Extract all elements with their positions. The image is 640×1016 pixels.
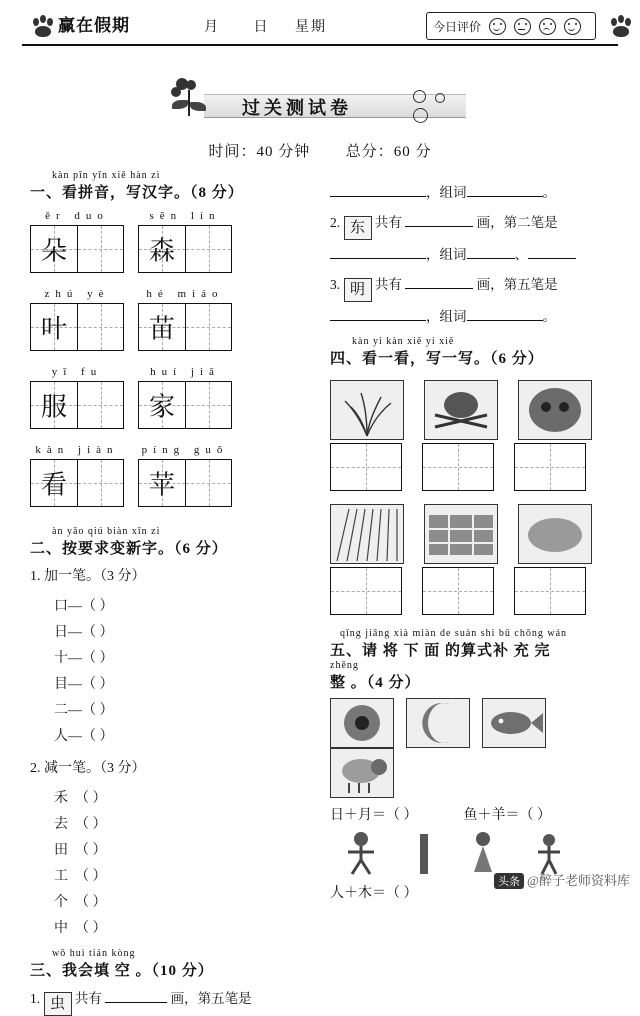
word-item: [30, 444, 124, 512]
tianzige-grid[interactable]: [138, 303, 232, 351]
section-four-pinyin: kàn yi kàn xiě yi xiě: [352, 336, 455, 347]
brand-label: 赢在假期: [58, 16, 130, 35]
char-image-dong: 东: [344, 216, 372, 240]
picture-row-3: [330, 698, 620, 798]
item-text: 画，第二笔是: [476, 215, 558, 230]
answer-blank[interactable]: [105, 987, 167, 1003]
word-item: [30, 366, 124, 434]
item-text: 画，第五笔是: [476, 277, 558, 292]
item-number: 2.: [330, 215, 341, 230]
item-number: 3.: [330, 277, 341, 292]
neutral-face-icon[interactable]: [514, 18, 531, 35]
grid-char: 朵: [40, 236, 67, 266]
stroke-item[interactable]: 中 （ ）: [54, 921, 107, 936]
word-pinyin: píng guǒ: [141, 444, 229, 456]
answer-blank[interactable]: [405, 273, 473, 289]
word-item: [138, 288, 232, 356]
fill-item-3: [330, 270, 620, 302]
fill-item-1: [30, 984, 320, 1016]
answer-blank[interactable]: [467, 243, 515, 259]
paper-title: [168, 92, 468, 118]
word-pinyin: zhú yè: [44, 288, 110, 300]
tree-icon: [404, 830, 444, 876]
exam-time: 时间：40 分钟: [208, 144, 311, 160]
answer-grid-row-2: [330, 567, 620, 620]
tianzige-grid[interactable]: [138, 381, 232, 429]
moon-icon: [406, 698, 470, 748]
evaluation-box: [426, 12, 596, 40]
grid-cell: [77, 226, 123, 272]
answer-box[interactable]: [514, 567, 586, 615]
word-item: [30, 288, 124, 356]
bamboo-icon: [330, 504, 404, 564]
fill-item-3-cont: [330, 302, 620, 332]
left-column: [30, 170, 320, 1016]
section-four-heading: 四、看一看，写一写。: [330, 351, 491, 367]
word-pinyin: hé miáo: [146, 288, 224, 300]
grid-char: 服: [40, 392, 67, 422]
smile-face-icon[interactable]: [489, 18, 506, 35]
grid-cell: [31, 304, 77, 350]
stroke-item[interactable]: 口—（ ）: [54, 599, 114, 614]
answer-box[interactable]: [422, 567, 494, 615]
date-weekday-label: 星期: [295, 20, 327, 35]
answer-blank[interactable]: [467, 305, 543, 321]
grid-char: 叶: [40, 314, 67, 344]
fill-item-1-cont: [330, 178, 620, 208]
word-pinyin: kàn jiàn: [35, 444, 119, 456]
tianzige-grid[interactable]: [138, 459, 232, 507]
evaluation-label: 今日评价: [433, 20, 482, 34]
stone2-icon: [518, 504, 592, 564]
tianzige-grid[interactable]: [30, 381, 124, 429]
item-number: 1.: [30, 991, 41, 1006]
sub2-label: 2. 减一笔。: [30, 761, 100, 776]
item-text: 共有: [374, 215, 402, 230]
equation-row-1: [330, 804, 620, 824]
section-five-heading2: 整 。: [330, 675, 367, 691]
grid-cell: [185, 460, 231, 506]
stroke-pair-row: [30, 698, 320, 750]
stroke-item[interactable]: 目—（ ）: [54, 677, 114, 692]
stroke-pair-row: [30, 594, 320, 646]
word-pinyin: yī fu: [51, 366, 103, 378]
equation[interactable]: 日＋月＝（ ）: [330, 808, 418, 823]
answer-blank[interactable]: [330, 305, 426, 321]
grid-cell: [31, 226, 77, 272]
section-one-title: [30, 181, 320, 202]
grid-cell: [77, 304, 123, 350]
paw-icon: [32, 14, 54, 38]
answer-blank[interactable]: [467, 181, 543, 197]
sub1-points: （3 分）: [100, 569, 146, 584]
char-image-ming: 明: [344, 278, 372, 302]
item-text: 。: [542, 309, 556, 324]
sheep-icon: [330, 748, 394, 798]
add-stroke-list: [30, 594, 320, 750]
stroke-item[interactable]: 田 （ ）: [54, 843, 107, 858]
grid-char: 苗: [148, 314, 175, 344]
page-header: [22, 8, 618, 46]
answer-blank[interactable]: [330, 181, 426, 197]
sub2-points: （3 分）: [100, 761, 146, 776]
word-item: [138, 444, 232, 512]
word-item: [138, 366, 232, 434]
section-five-title: 五、请 将 下 面 的算式补 充 完: [330, 643, 551, 659]
answer-box[interactable]: [514, 443, 586, 491]
section-five-title2: [330, 671, 620, 692]
grid-cell: [185, 382, 231, 428]
item-text: ，组词: [426, 247, 467, 262]
grid-cell: [139, 460, 185, 506]
grass-icon: [330, 380, 404, 440]
stroke-item[interactable]: 禾 （ ）: [54, 791, 107, 806]
picture-row-2: [330, 504, 620, 564]
grid-char: 森: [148, 236, 175, 266]
section-four-title: [330, 347, 620, 368]
section-two-title: [30, 537, 320, 558]
fish-icon: [482, 698, 546, 748]
stroke-pair-row: [30, 646, 320, 698]
watermark-handle: 头条: [494, 873, 524, 889]
grid-cell: [139, 226, 185, 272]
grid-char: 苹: [148, 470, 175, 500]
person-icon: [330, 830, 392, 876]
section-three-points: （10 分）: [151, 963, 214, 979]
item-text: 。: [542, 185, 556, 200]
stroke-pair-row: [30, 890, 320, 942]
item-text: 共有: [374, 277, 402, 292]
grid-cell: [77, 460, 123, 506]
stroke-item[interactable]: 人—（ ）: [54, 729, 114, 744]
item-text: ，组词: [426, 185, 467, 200]
item-text: 共有: [74, 991, 102, 1006]
item-text: 画，第五笔是: [170, 991, 252, 1006]
section-one-pinyin: kàn pīn yīn xiě hàn zì: [52, 170, 161, 181]
word-pinyin: sēn lín: [149, 210, 221, 222]
date-month-label: 月: [204, 20, 220, 35]
exam-info: [0, 140, 640, 161]
picture-row-1: [330, 380, 620, 440]
stroke-item[interactable]: 二—（ ）: [54, 703, 114, 718]
fire-icon: [424, 380, 498, 440]
fill-item-2: [330, 208, 620, 240]
tianzige-grid[interactable]: [30, 225, 124, 273]
answer-blank[interactable]: [528, 243, 576, 259]
field-icon: [424, 504, 498, 564]
word-item: [30, 210, 124, 278]
section-two-pinyin: àn yāo qiú biàn xīn zì: [52, 526, 161, 537]
stroke-pair-row: [30, 838, 320, 890]
section-three-heading: 三、我会填 空 。: [30, 963, 152, 979]
stroke-item[interactable]: 十—（ ）: [54, 651, 114, 666]
char-image-chong: 虫: [44, 992, 72, 1016]
word-item: [138, 210, 232, 278]
section-two-sub1: [30, 564, 320, 590]
item-text: ，组词: [426, 309, 467, 324]
title-text: 过关测试卷: [242, 98, 352, 118]
watermark-text: @醉子老师资料库: [527, 873, 630, 888]
sub1-label: 1. 加一笔。: [30, 569, 100, 584]
answer-box[interactable]: [330, 567, 402, 615]
header-divider: [22, 44, 618, 46]
fill-item-2-cont: ，组词 、: [330, 240, 620, 270]
section-five-pinyin: qǐng jiāng xià miàn de suàn shì bǔ chōng wán: [340, 628, 568, 639]
exam-score: 总分：60 分: [345, 144, 432, 160]
answer-box[interactable]: [330, 443, 402, 491]
bubbles-icon: [408, 90, 468, 128]
equation[interactable]: 人＋木＝（ ）: [330, 886, 418, 901]
tianzige-grid[interactable]: [138, 225, 232, 273]
remove-stroke-list: [30, 786, 320, 942]
grid-cell: [185, 226, 231, 272]
section-three-title: [30, 959, 320, 980]
pinyin-word-grid: [30, 210, 320, 522]
date-fields: [190, 16, 370, 36]
sad-face-icon[interactable]: [539, 18, 556, 35]
sun-icon: [330, 698, 394, 748]
stroke-item[interactable]: 个 （ ）: [54, 895, 107, 910]
stroke-item[interactable]: 去 （ ）: [54, 817, 107, 832]
answer-blank[interactable]: [405, 211, 473, 227]
stone-icon: [518, 380, 592, 440]
section-four-points: （6 分）: [490, 351, 544, 367]
word-pinyin: ěr duo: [45, 210, 109, 222]
tianzige-grid[interactable]: [30, 303, 124, 351]
section-two-heading: 二、按要求变新字。: [30, 541, 175, 557]
right-column: [330, 170, 620, 902]
grid-cell: [185, 304, 231, 350]
paw-icon-right: [610, 14, 632, 38]
tianzige-grid[interactable]: [30, 459, 124, 507]
grid-char: 看: [40, 470, 67, 500]
grid-cell: [77, 382, 123, 428]
section-one-points: （8 分）: [190, 185, 244, 201]
section-two-sub2: [30, 756, 320, 782]
smile-face-icon-2[interactable]: [564, 18, 581, 35]
equation[interactable]: 鱼＋羊＝（ ）: [463, 808, 551, 823]
answer-blank[interactable]: [330, 243, 426, 259]
grid-cell: [31, 382, 77, 428]
source-watermark: [494, 870, 630, 889]
grid-cell: [31, 460, 77, 506]
date-day-label: 日: [253, 20, 270, 35]
section-three-pinyin: wǒ huì tián kòng: [52, 948, 136, 959]
stroke-item[interactable]: 工 （ ）: [54, 869, 107, 884]
section-five-pinyin2: zhěng: [330, 660, 359, 671]
answer-box[interactable]: [422, 443, 494, 491]
grid-char: 家: [148, 392, 175, 422]
grid-cell: [139, 304, 185, 350]
stroke-item[interactable]: 日—（ ）: [54, 625, 114, 640]
flower-icon: [168, 78, 212, 118]
section-one-heading: 一、看拼音，写汉字。: [30, 185, 191, 201]
answer-grid-row-1: [330, 443, 620, 496]
brand-logo: [32, 10, 152, 42]
section-two-points: （6 分）: [174, 541, 228, 557]
word-pinyin: huí jiā: [150, 366, 220, 378]
grid-cell: [139, 382, 185, 428]
stroke-pair-row: [30, 786, 320, 838]
section-five-points: （4 分）: [366, 675, 421, 691]
